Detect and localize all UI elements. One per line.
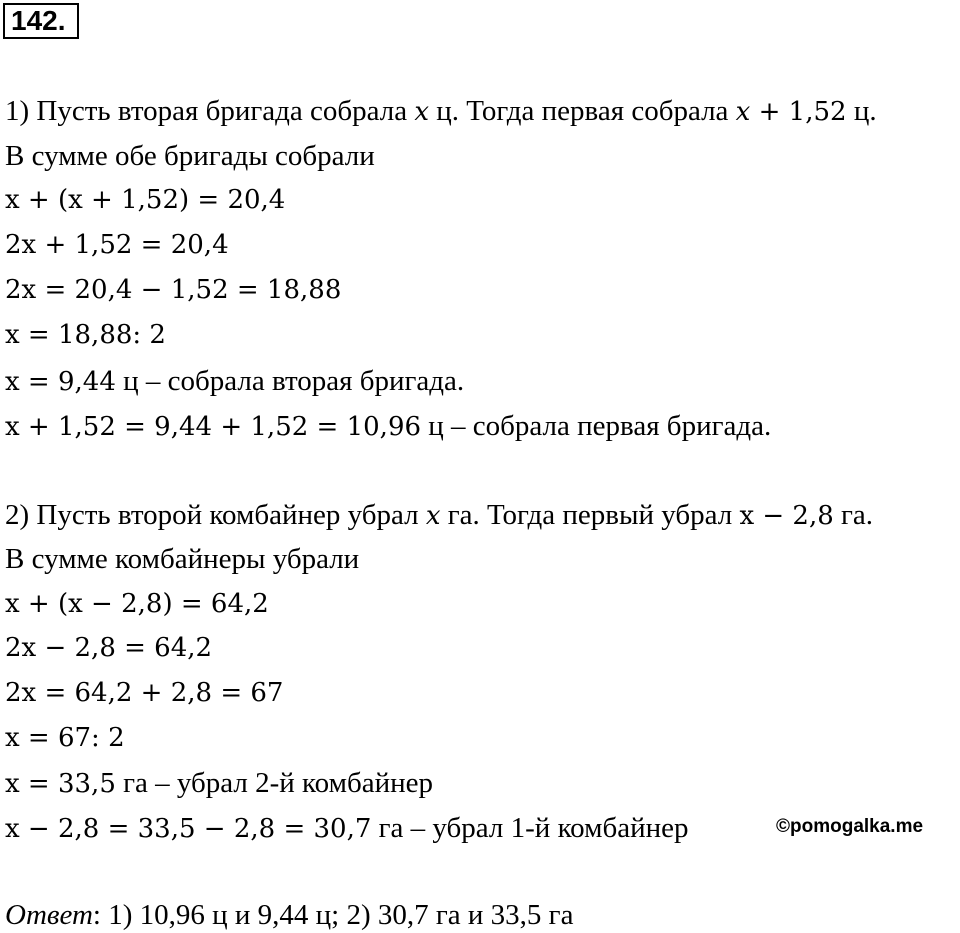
part2-intro [5, 498, 873, 533]
part2-first-expression: x − 2,8 [739, 501, 834, 531]
watermark: ©pomogalka.me [776, 816, 924, 837]
part1-intro-unit: ц. [846, 95, 877, 127]
part1-equation-2: 2x + 1,52 = 20,4 [5, 230, 229, 260]
answer-label: Ответ [5, 899, 93, 931]
part1-sum-text: В сумме обе бригады собрали [5, 140, 375, 172]
part1-first-variable: x [735, 97, 751, 127]
part2-equation-6-math: x − 2,8 = 33,5 − 2,8 = 30,7 [5, 814, 372, 844]
part2-equation-5-math: x = 33,5 [5, 769, 116, 799]
part2-variable: x [425, 501, 441, 531]
part1-equation-6-math: x + 1,52 = 9,44 + 1,52 = 10,96 [5, 412, 422, 442]
answer-text: : 1) 10,96 ц и 9,44 ц; 2) 30,7 га и 33,5 га [92, 899, 574, 931]
part2-equation-6-text: га – убрал 1-й комбайнер [371, 812, 689, 844]
part2-equation-5 [5, 766, 433, 801]
problem-number: 142. [3, 3, 79, 39]
part1-equation-5 [5, 364, 464, 399]
part2-sum-text: В сумме комбайнеры убрали [5, 543, 360, 575]
part1-equation-5-math: x = 9,44 [5, 367, 116, 397]
part2-equation-2: 2x − 2,8 = 64,2 [5, 633, 213, 663]
part1-intro-text-b: ц. Тогда первая собрала [429, 95, 736, 127]
part1-equation-5-text: ц – собрала вторая бригада. [115, 365, 465, 397]
part1-equation-4: x = 18,88: 2 [5, 320, 166, 350]
part2-intro-text-a: 2) Пусть второй комбайнер убрал [5, 499, 426, 531]
part1-intro-text-a: 1) Пусть вторая бригада собрала [5, 95, 415, 127]
part1-equation-3: 2x = 20,4 − 1,52 = 18,88 [5, 275, 342, 305]
part2-intro-unit: га. [833, 499, 874, 531]
part1-first-expression: + 1,52 [750, 97, 847, 127]
part2-equation-3: 2x = 64,2 + 2,8 = 67 [5, 678, 284, 708]
part1-intro [5, 94, 877, 129]
part2-equation-6 [5, 811, 689, 846]
part2-intro-text-b: га. Тогда первый убрал [440, 499, 740, 531]
part2-equation-5-text: га – убрал 2-й комбайнер [115, 767, 433, 799]
part1-equation-1: x + (x + 1,52) = 20,4 [5, 185, 286, 215]
part1-equation-6-text: ц – собрала первая бригада. [421, 410, 772, 442]
answer-line [5, 898, 573, 932]
part2-equation-1: x + (x − 2,8) = 64,2 [5, 589, 269, 619]
part1-variable: x [414, 97, 430, 127]
part1-equation-6 [5, 409, 771, 444]
part2-equation-4: x = 67: 2 [5, 723, 125, 753]
